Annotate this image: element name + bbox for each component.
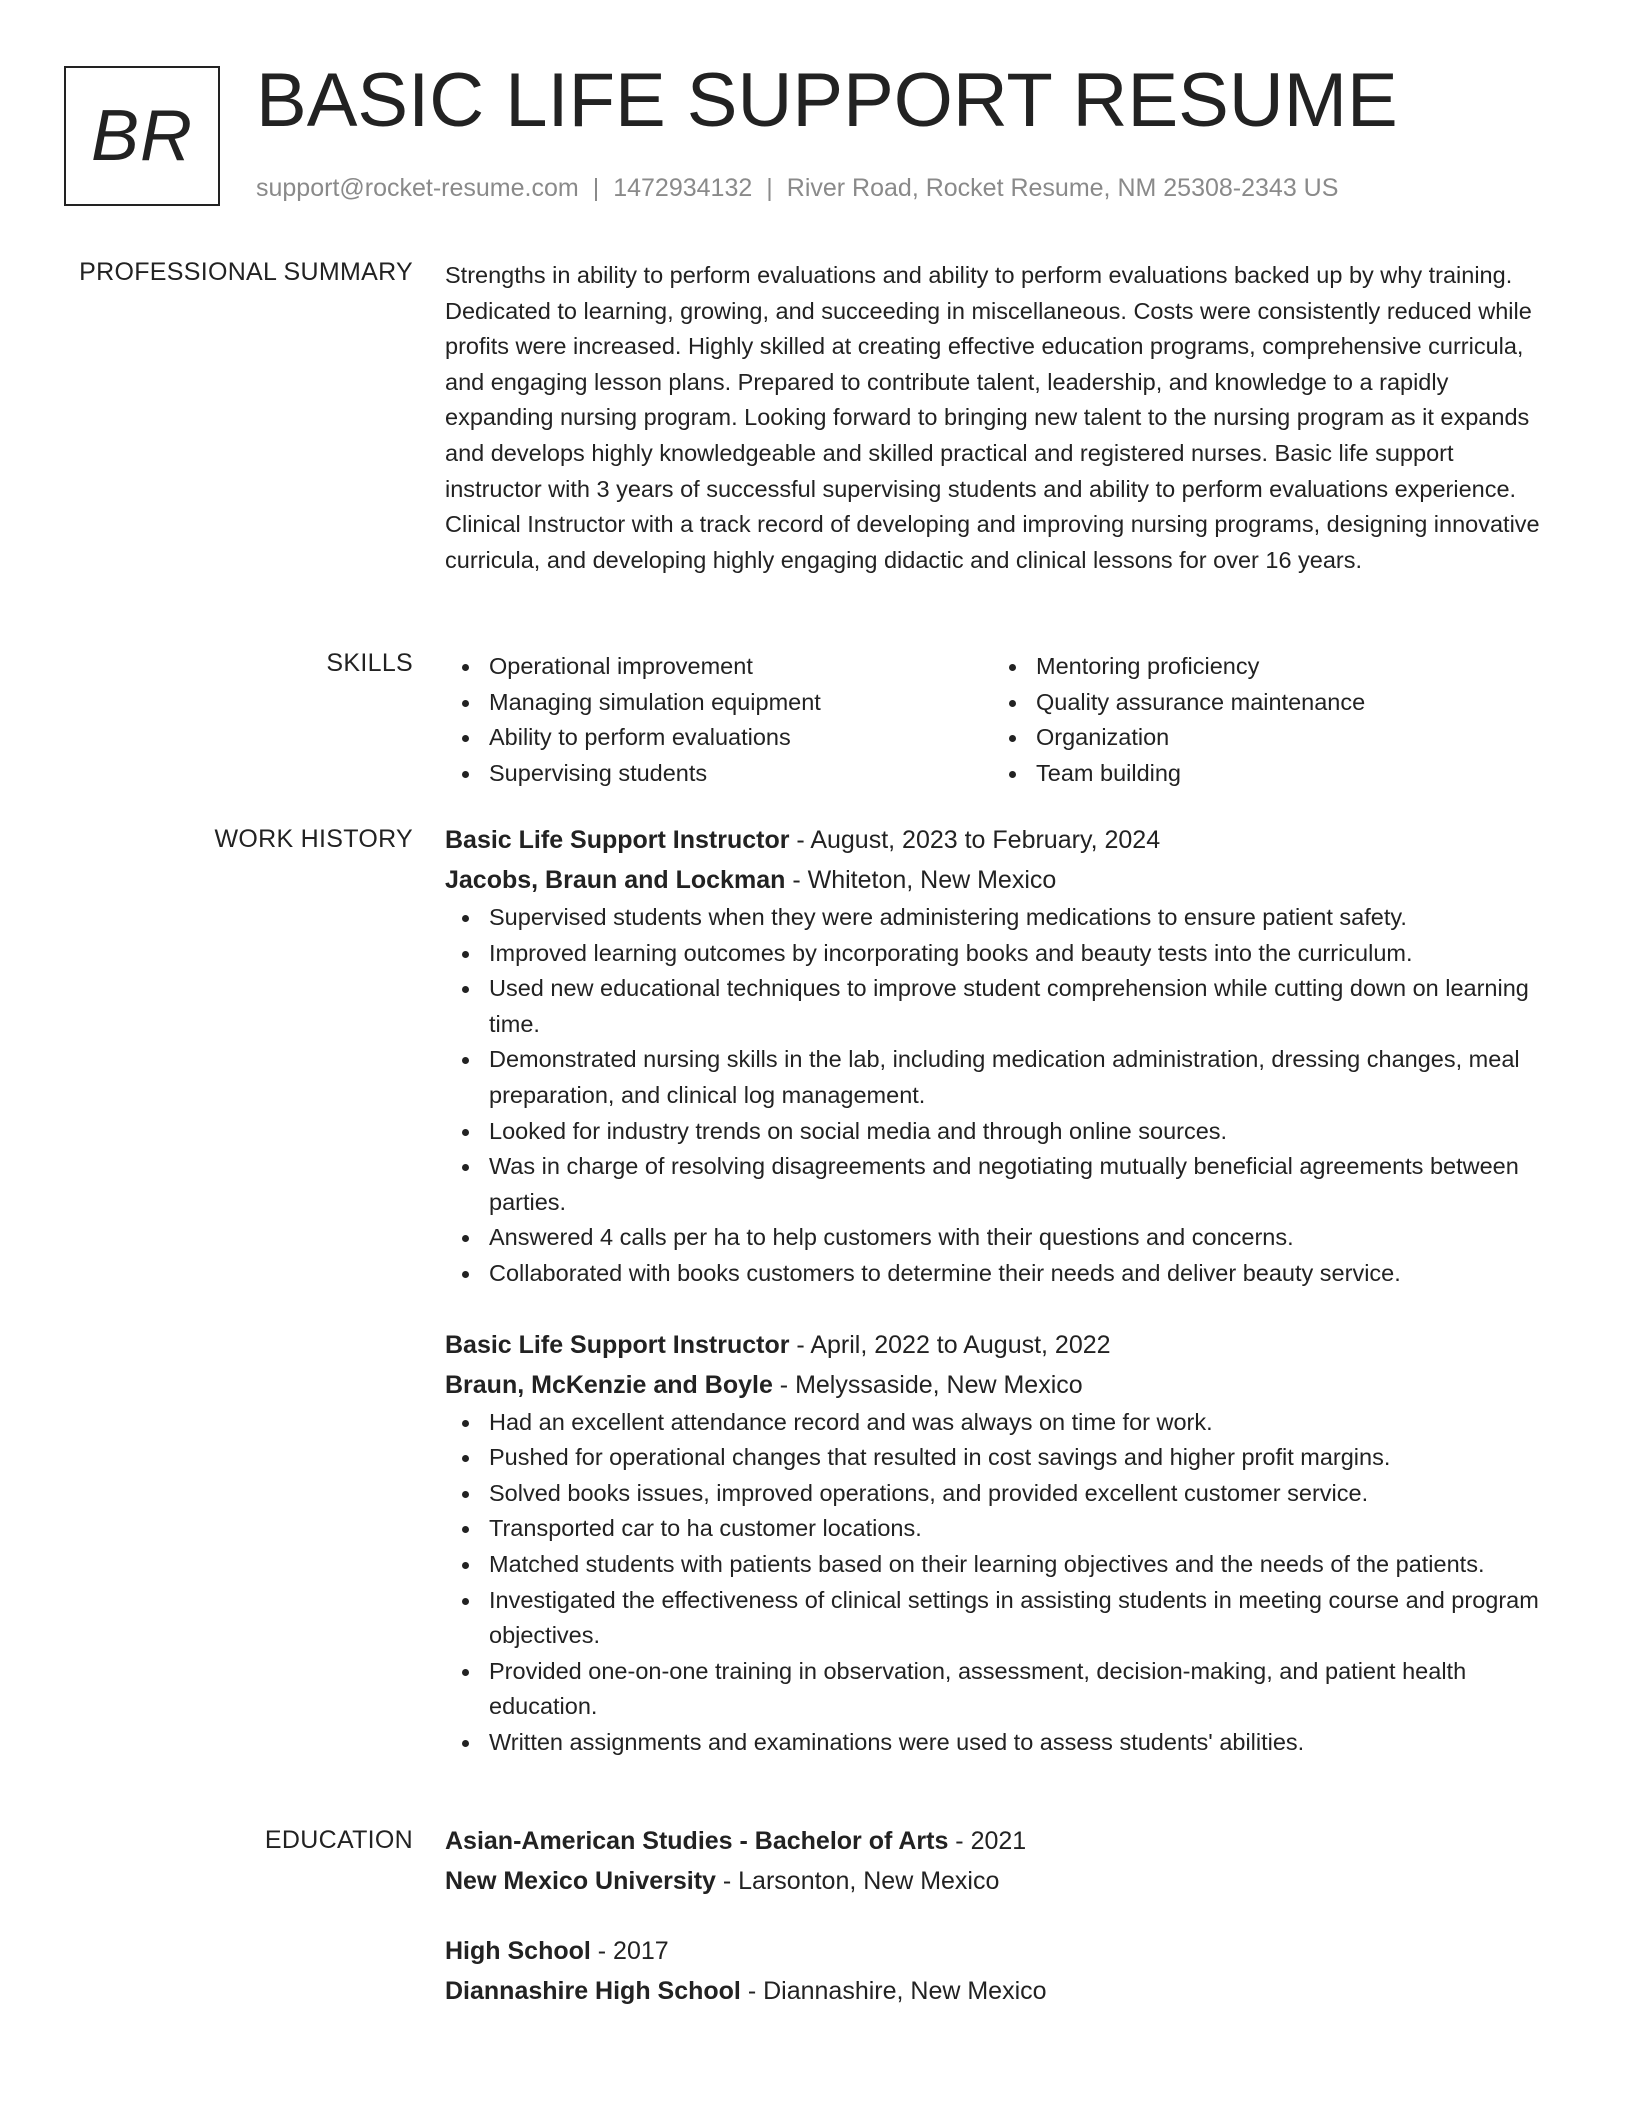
skill-item: Ability to perform evaluations — [445, 720, 992, 756]
job-location: Whiteton, New Mexico — [807, 866, 1057, 894]
job-dash: - — [789, 1330, 811, 1359]
contact-separator: | — [766, 174, 773, 202]
skill-item: Quality assurance maintenance — [992, 685, 1539, 721]
skill-item: Organization — [992, 720, 1539, 756]
job-dates: August, 2023 to February, 2024 — [810, 826, 1161, 854]
contact-address: River Road, Rocket Resume, NM 25308-2343 US — [786, 174, 1339, 202]
job-company-line — [445, 860, 1545, 900]
education-entry — [445, 1821, 1545, 1901]
skills-list-right — [992, 649, 1539, 791]
job-duty-item: Improved learning outcomes by incorporating books and beauty tests into the curriculum. — [445, 936, 1545, 972]
job-duty-item: Pushed for operational changes that resulted in cost savings and higher profit margins. — [445, 1440, 1545, 1476]
job-duty-item: Answered 4 calls per ha to help customers with their questions and concerns. — [445, 1220, 1545, 1256]
job-entry — [445, 1325, 1545, 1761]
job-company-line — [445, 1365, 1545, 1405]
education-section — [445, 1821, 1545, 2041]
job-duty-item: Solved books issues, improved operations, and provided excellent customer service. — [445, 1476, 1545, 1512]
contact-phone[interactable]: 1472934132 — [613, 174, 753, 202]
skill-item: Mentoring proficiency — [992, 649, 1539, 685]
work-history-heading: WORK HISTORY — [214, 825, 413, 853]
job-duty-item: Used new educational techniques to improve student comprehension while cutting down on learning time. — [445, 971, 1545, 1042]
job-title-line — [445, 1325, 1545, 1365]
education-dash: - — [590, 1937, 614, 1965]
monogram-badge — [64, 66, 220, 206]
education-location: Larsonton, New Mexico — [738, 1867, 1000, 1895]
job-duty-item: Demonstrated nursing skills in the lab, including medication administration, dressing changes, meal preparation, and clinical log management. — [445, 1042, 1545, 1113]
job-duty-item: Was in charge of resolving disagreements and negotiating mutually beneficial agreements between parties. — [445, 1149, 1545, 1220]
education-degree: Asian-American Studies - Bachelor of Arts — [445, 1827, 949, 1855]
education-degree: High School — [445, 1937, 591, 1965]
skill-item: Managing simulation equipment — [445, 685, 992, 721]
skills-heading: SKILLS — [326, 649, 413, 677]
contact-separator: | — [592, 174, 600, 202]
skill-item: Operational improvement — [445, 649, 992, 685]
education-location: Diannashire, New Mexico — [763, 1977, 1047, 2005]
skill-item: Supervising students — [445, 756, 992, 792]
education-school: New Mexico University — [445, 1867, 716, 1895]
resume-title: BASIC LIFE SUPPORT RESUME — [256, 58, 1398, 143]
education-year: 2021 — [970, 1827, 1027, 1855]
skills-section — [445, 649, 1545, 791]
summary-section — [445, 258, 1545, 578]
job-duty-item: Looked for industry trends on social media and through online sources. — [445, 1114, 1545, 1150]
summary-text: Strengths in ability to perform evaluations and ability to perform evaluations backed up by why training. Dedicated to learning, growing, and succeeding in miscellaneous. Costs were consistently reduced while profits were increased. Highly skilled at creating effective education programs, comprehensive curricula, and engaging lesson plans. Prepared to contribute talent, leadership, and knowledge to a rapidly expanding nursing program. Looking forward to bringing new talent to the nursing program as it expands and develops highly knowledgeable and skilled practical and registered nurses. Basic life support instructor with 3 years of successful supervising students and ability to perform evaluations experience. Clinical Instructor with a track record of developing and improving nursing programs, designing innovative curricula, and developing highly engaging didactic and clinical lessons for over 16 years. — [445, 262, 1540, 573]
education-dash: - — [740, 1977, 764, 2005]
job-duties-list — [445, 900, 1545, 1292]
education-entry — [445, 1931, 1545, 2011]
job-duties-list — [445, 1405, 1545, 1761]
skills-grid — [445, 649, 1545, 791]
monogram-text: BR — [90, 96, 194, 176]
job-location: Melyssaside, New Mexico — [795, 1370, 1083, 1399]
job-dash: - — [789, 826, 811, 854]
work-history-section — [445, 820, 1545, 1793]
job-duty-item: Matched students with patients based on their learning objectives and the needs of the patients. — [445, 1547, 1545, 1583]
job-duty-item: Provided one-on-one training in observation, assessment, decision-making, and patient health education. — [445, 1654, 1545, 1725]
job-duty-item: Written assignments and examinations were used to assess students' abilities. — [445, 1725, 1545, 1761]
job-duty-item: Had an excellent attendance record and was always on time for work. — [445, 1405, 1545, 1441]
education-school-line — [445, 1971, 1545, 2011]
job-duty-item: Supervised students when they were administering medications to ensure patient safety. — [445, 900, 1545, 936]
job-title-line — [445, 820, 1545, 860]
education-school: Diannashire High School — [445, 1977, 741, 2005]
job-title: Basic Life Support Instructor — [445, 826, 790, 854]
education-dash: - — [715, 1867, 739, 1895]
job-dash: - — [785, 866, 808, 894]
education-school-line — [445, 1861, 1545, 1901]
job-duty-item: Collaborated with books customers to determine their needs and deliver beauty service. — [445, 1256, 1545, 1292]
job-dash: - — [772, 1370, 796, 1399]
education-year: 2017 — [613, 1937, 669, 1965]
job-dates: April, 2022 to August, 2022 — [810, 1330, 1111, 1359]
job-duty-item: Transported car to ha customer locations. — [445, 1511, 1545, 1547]
contact-email[interactable]: support@rocket-resume.com — [256, 174, 579, 202]
skills-list-left — [445, 649, 992, 791]
job-entry — [445, 820, 1545, 1292]
job-duty-item: Investigated the effectiveness of clinical settings in assisting students in meeting course and program objectives. — [445, 1583, 1545, 1654]
skill-item: Team building — [992, 756, 1539, 792]
job-company: Braun, McKenzie and Boyle — [445, 1370, 773, 1399]
job-company: Jacobs, Braun and Lockman — [445, 866, 786, 894]
education-heading: EDUCATION — [264, 1826, 413, 1854]
education-dash: - — [948, 1827, 971, 1855]
summary-heading: PROFESSIONAL SUMMARY — [79, 258, 413, 286]
education-degree-line — [445, 1931, 1545, 1971]
education-degree-line — [445, 1821, 1545, 1861]
job-title: Basic Life Support Instructor — [445, 1330, 790, 1359]
contact-line — [256, 174, 1338, 203]
